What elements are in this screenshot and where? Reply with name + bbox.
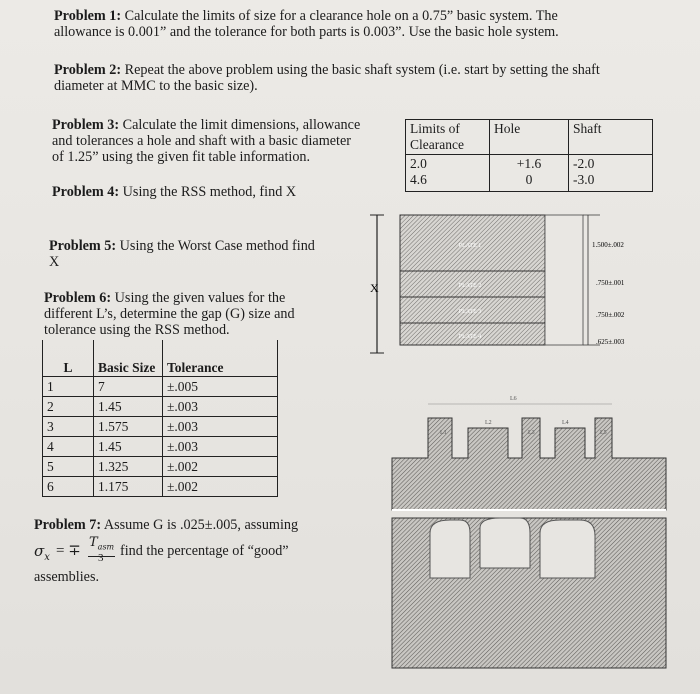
table-cell: 4 [43, 437, 94, 457]
problem-5: Problem 5: Using the Worst Case method find X [49, 238, 315, 270]
gap-assembly-figure [390, 388, 670, 670]
gap-figure-label-5: L5 [600, 430, 607, 436]
problem-6: Problem 6: Using the given values for the different L’s, determine the gap (G) size and tolerance using the RSS method. [44, 290, 295, 338]
plate-3-label: PLATE 3 [458, 309, 482, 315]
problem-5-label: Problem 5: [49, 238, 117, 254]
gap-figure-label-2: L2 [485, 420, 492, 426]
table-cell: 1 [43, 377, 94, 397]
problem-1: Problem 1: Calculate the limits of size for a clearance hole on a 0.75” basic system. The allowance is 0.001” and the tolerance for both parts is 0.003”. Use the basic hole system. [54, 8, 559, 40]
problem-4-label: Problem 4: [52, 184, 120, 200]
problem-7-label: Problem 7: [34, 517, 102, 533]
table-cell: 6 [43, 477, 94, 497]
table-cell: ±.003 [163, 397, 278, 417]
table-cell: 1.325 [94, 457, 163, 477]
l-header: L [43, 340, 94, 377]
table-cell: ±.003 [163, 437, 278, 457]
fit-header-limits: Limits of Clearance [406, 120, 490, 155]
plate-2-label: PLATE 2 [458, 283, 482, 289]
problem-2: Problem 2: Repeat the above problem using the basic shaft system (i.e. start by setting the shaft diameter at MMC to the basic size). [54, 62, 600, 94]
table-cell: 2 [43, 397, 94, 417]
fit-cell: +1.6 0 [490, 155, 569, 192]
fit-cell: -2.0 -3.0 [569, 155, 653, 192]
table-cell: ±.002 [163, 477, 278, 497]
basic-size-header: Basic Size [94, 340, 163, 377]
sigma-formula: $\sigma_x$ = ∓ $T_{asm}$ 3 find the percentage of “good” [34, 535, 289, 564]
fit-cell: 2.0 4.6 [406, 155, 490, 192]
table-cell: 3 [43, 417, 94, 437]
fit-header-shaft: Shaft [569, 120, 653, 155]
problem-3-label: Problem 3: [52, 117, 120, 133]
table-cell: ±.005 [163, 377, 278, 397]
gap-figure-label-4: L4 [562, 420, 569, 426]
gap-figure-label-1: L1 [440, 430, 447, 436]
plate-1-label: PLATE 1 [458, 243, 482, 249]
tolerance-header: Tolerance [163, 340, 278, 377]
plate-4-dim: .625±.003 [596, 338, 625, 346]
plate-3-dim: .750±.002 [596, 311, 625, 319]
fit-header-hole: Hole [490, 120, 569, 155]
table-cell: 1.575 [94, 417, 163, 437]
problem-1-label: Problem 1: [54, 8, 122, 24]
problem-4: Problem 4: Using the RSS method, find X [52, 184, 297, 200]
table-cell: 1.45 [94, 397, 163, 417]
gap-figure-label-3: L3 [528, 430, 535, 436]
table-cell: ±.002 [163, 457, 278, 477]
table-cell: 1.45 [94, 437, 163, 457]
plate-2-dim: .750±.001 [596, 279, 625, 287]
table-cell: ±.003 [163, 417, 278, 437]
table-cell: 5 [43, 457, 94, 477]
length-table [42, 340, 278, 497]
x-dimension-label: X [370, 281, 379, 295]
problem-7: Problem 7: Assume G is .025±.005, assuming $\sigma_x$ = ∓ $T_{asm}$ 3 find the percentage of “good” assemblies. [34, 517, 374, 585]
table-cell: 1.175 [94, 477, 163, 497]
problem-3: Problem 3: Calculate the limit dimensions, allowance and tolerances a hole and shaft with a basic diameter of 1.25” using the given fit table information. [52, 117, 361, 165]
gap-figure-label-6: L6 [510, 396, 517, 402]
plate-1-dim: 1.500±.002 [592, 241, 624, 249]
problem-6-label: Problem 6: [44, 290, 112, 306]
fit-table [405, 119, 653, 192]
table-cell: 7 [94, 377, 163, 397]
problem-2-label: Problem 2: [54, 62, 122, 78]
plate-4-label: PLATE 4 [458, 334, 482, 340]
plate-stack-figure [360, 205, 660, 365]
